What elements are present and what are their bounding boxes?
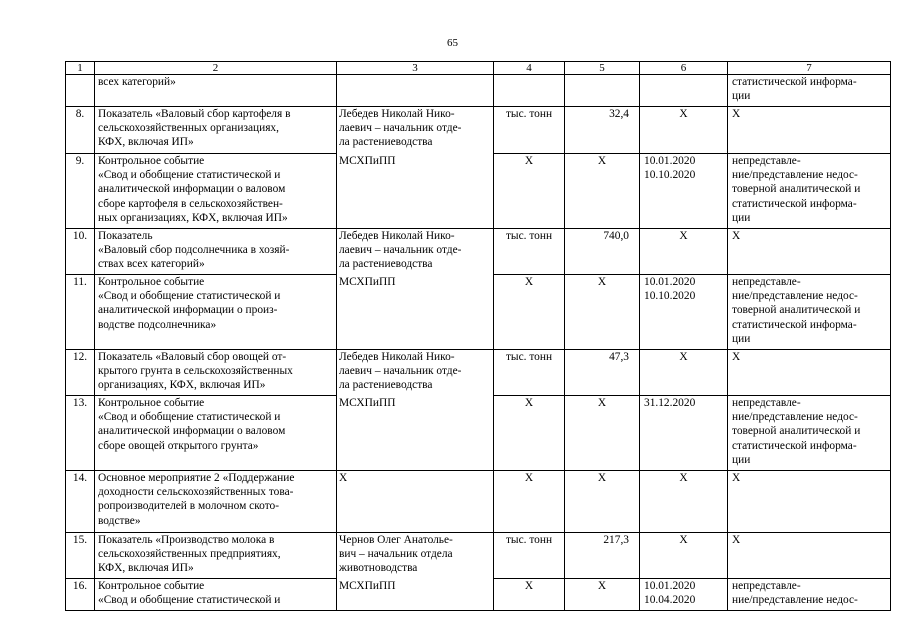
cell-line: статистической информа- [732, 318, 857, 331]
column-header: 4 [494, 62, 565, 75]
cell-line: Показатель «Валовый сбор картофеля в [98, 108, 291, 120]
cell-line: Показатель «Производство молока в [98, 534, 275, 546]
cell-line: Х [732, 534, 741, 546]
description-cell [95, 75, 337, 107]
cell-line: всех категорий» [98, 76, 176, 88]
cell-line: статистической информа- [732, 197, 857, 210]
cell-line: непредставле- [732, 155, 801, 167]
cell-line: КФХ, включая ИП» [98, 136, 194, 149]
responsible-cell [337, 75, 494, 107]
description-cell [95, 579, 337, 611]
cell-line: статистической информа- [732, 76, 857, 88]
cell-line: Х [679, 230, 688, 242]
table-row [66, 471, 891, 533]
cell-line: Контрольное событие [98, 397, 205, 409]
table-row [66, 229, 891, 275]
table-row [66, 579, 891, 611]
column-header: 1 [66, 62, 95, 75]
cell-line: Контрольное событие [98, 276, 205, 288]
cell-line: лаевич – начальник отде- [339, 365, 462, 378]
cell-line: МСХПиПП [339, 396, 396, 409]
cell-line: статистической информа- [732, 439, 857, 452]
unit-cell: Х [494, 275, 565, 350]
cell-line: непредставле- [732, 276, 801, 288]
value-cell: Х [565, 154, 640, 229]
cell-line: ных организациях, КФХ, включая ИП» [98, 211, 288, 224]
date-cell [640, 533, 728, 579]
value-cell: Х [565, 275, 640, 350]
table-row [66, 396, 891, 471]
date-cell [640, 579, 728, 611]
value-cell: 32,4 [565, 107, 640, 154]
description-cell [95, 154, 337, 229]
cell-line: МСХПиПП [339, 154, 396, 167]
date-cell [640, 154, 728, 229]
cell-line: ние/представление недос- [732, 169, 858, 182]
cell-line: сельскохозяйственных организациях, [98, 122, 279, 135]
cell-line: Х [732, 472, 741, 484]
page-number: 65 [447, 37, 458, 49]
value-cell: 217,3 [565, 533, 640, 579]
unit-cell: Х [494, 396, 565, 471]
date-cell [640, 275, 728, 350]
cell-line: ние/представление недос- [732, 594, 858, 607]
cell-line: ции [732, 332, 751, 345]
date-cell [640, 396, 728, 471]
cell-line: аналитической информации о валовом [98, 183, 286, 196]
cell-line: Х [732, 230, 741, 242]
responsible-cell [337, 154, 494, 229]
risk-note-cell [728, 107, 891, 154]
cell-line: «Валовый сбор подсолнечника в хозяй- [98, 244, 290, 257]
cell-line: ние/представление недос- [732, 411, 858, 424]
date-cell [640, 229, 728, 275]
table-row [66, 107, 891, 154]
cell-line: сборе картофеля в сельскохозяйствен- [98, 197, 283, 210]
cell-line: Лебедев Николай Нико- [339, 230, 455, 242]
description-cell [95, 275, 337, 350]
description-cell [95, 350, 337, 396]
unit-cell: тыс. тонн [494, 350, 565, 396]
description-cell [95, 533, 337, 579]
unit-cell: тыс. тонн [494, 107, 565, 154]
cell-line: ствах всех категорий» [98, 258, 205, 271]
table-header-row [66, 62, 891, 75]
cell-line: 10.10.2020 [644, 290, 696, 303]
cell-line: аналитической информации о валовом [98, 425, 286, 438]
description-cell [95, 229, 337, 275]
row-number-cell: 11. [66, 275, 95, 350]
row-number-cell: 13. [66, 396, 95, 471]
unit-cell: Х [494, 579, 565, 611]
cell-line: 31.12.2020 [644, 397, 696, 409]
cell-line: Х [339, 472, 348, 484]
cell-line: доходности сельскохозяйственных това- [98, 486, 294, 499]
risk-note-cell [728, 471, 891, 533]
responsible-cell [337, 275, 494, 350]
row-number-cell: 14. [66, 471, 95, 533]
cell-line: животноводства [339, 562, 418, 575]
value-cell: Х [565, 396, 640, 471]
table-row [66, 533, 891, 579]
cell-line: непредставле- [732, 580, 801, 592]
date-cell [640, 75, 728, 107]
plan-table [65, 61, 891, 611]
risk-note-cell [728, 229, 891, 275]
row-number-cell: 16. [66, 579, 95, 611]
cell-line: аналитической информации о произ- [98, 304, 278, 317]
cell-line: организациях, КФХ, включая ИП» [98, 379, 266, 392]
cell-line: «Свод и обобщение статистической и [98, 594, 281, 607]
value-cell: 740,0 [565, 229, 640, 275]
date-cell [640, 107, 728, 154]
date-cell [640, 471, 728, 533]
cell-line: ции [732, 211, 751, 224]
cell-line: «Свод и обобщение статистической и [98, 411, 281, 424]
cell-line: ции [732, 453, 751, 466]
column-header: 6 [640, 62, 728, 75]
cell-line: ла растениеводства [339, 379, 433, 392]
value-cell [565, 75, 640, 107]
responsible-cell [337, 471, 494, 533]
cell-line: ла растениеводства [339, 136, 433, 149]
cell-line: Х [679, 534, 688, 546]
column-header: 5 [565, 62, 640, 75]
cell-line: МСХПиПП [339, 275, 396, 288]
cell-line: Лебедев Николай Нико- [339, 108, 455, 120]
cell-line: Показатель «Валовый сбор овощей от- [98, 351, 287, 363]
risk-note-cell [728, 579, 891, 611]
cell-line: товерной аналитической и [732, 183, 861, 196]
cell-line: крытого грунта в сельскохозяйственных [98, 365, 293, 378]
cell-line: ние/представление недос- [732, 290, 858, 303]
table-row [66, 350, 891, 396]
row-number-cell: 12. [66, 350, 95, 396]
responsible-cell [337, 533, 494, 579]
value-cell: 47,3 [565, 350, 640, 396]
table-row [66, 75, 891, 107]
cell-line: Х [732, 108, 741, 120]
responsible-cell [337, 579, 494, 611]
responsible-cell [337, 107, 494, 154]
cell-line: водстве» [98, 514, 141, 527]
cell-line: 10.01.2020 [644, 276, 696, 288]
responsible-cell [337, 350, 494, 396]
cell-line: непредставле- [732, 397, 801, 409]
value-cell: Х [565, 579, 640, 611]
cell-line: 10.01.2020 [644, 580, 696, 592]
cell-line: 10.01.2020 [644, 155, 696, 167]
row-number-cell: 15. [66, 533, 95, 579]
cell-line: «Свод и обобщение статистической и [98, 169, 281, 182]
description-cell [95, 471, 337, 533]
cell-line: «Свод и обобщение статистической и [98, 290, 281, 303]
cell-line: Х [732, 351, 741, 363]
risk-note-cell [728, 396, 891, 471]
cell-line: Чернов Олег Анатолье- [339, 534, 453, 546]
column-header: 7 [728, 62, 891, 75]
cell-line: Основное мероприятие 2 «Поддержание [98, 472, 295, 484]
table-row [66, 154, 891, 229]
risk-note-cell [728, 350, 891, 396]
cell-line: товерной аналитической и [732, 304, 861, 317]
responsible-cell [337, 229, 494, 275]
unit-cell [494, 75, 565, 107]
cell-line: товерной аналитической и [732, 425, 861, 438]
cell-line: Контрольное событие [98, 580, 205, 592]
unit-cell: тыс. тонн [494, 533, 565, 579]
cell-line: КФХ, включая ИП» [98, 562, 194, 575]
risk-note-cell [728, 154, 891, 229]
cell-line: сельскохозяйственных предприятиях, [98, 548, 281, 561]
cell-line: Х [679, 472, 688, 484]
responsible-cell [337, 396, 494, 471]
row-number-cell: 9. [66, 154, 95, 229]
cell-line: 10.10.2020 [644, 169, 696, 182]
table-row [66, 275, 891, 350]
cell-line: Х [679, 108, 688, 120]
column-header: 2 [95, 62, 337, 75]
cell-line: вич – начальник отдела [339, 548, 453, 561]
cell-line: 10.04.2020 [644, 594, 696, 607]
cell-line: МСХПиПП [339, 579, 396, 592]
cell-line: Показатель [98, 230, 153, 242]
risk-note-cell [728, 533, 891, 579]
cell-line: сборе овощей открытого грунта» [98, 439, 259, 452]
cell-line: лаевич – начальник отде- [339, 244, 462, 257]
unit-cell: тыс. тонн [494, 229, 565, 275]
row-number-cell: 8. [66, 107, 95, 154]
unit-cell: Х [494, 471, 565, 533]
description-cell [95, 396, 337, 471]
value-cell: Х [565, 471, 640, 533]
cell-line: Лебедев Николай Нико- [339, 351, 455, 363]
cell-line: ции [732, 90, 751, 103]
description-cell [95, 107, 337, 154]
risk-note-cell [728, 75, 891, 107]
column-header: 3 [337, 62, 494, 75]
cell-line: Контрольное событие [98, 155, 205, 167]
row-number-cell [66, 75, 95, 107]
unit-cell: Х [494, 154, 565, 229]
risk-note-cell [728, 275, 891, 350]
cell-line: лаевич – начальник отде- [339, 122, 462, 135]
cell-line: водстве подсолнечника» [98, 318, 217, 331]
cell-line: ла растениеводства [339, 258, 433, 271]
row-number-cell: 10. [66, 229, 95, 275]
cell-line: Х [679, 351, 688, 363]
date-cell [640, 350, 728, 396]
cell-line: ропроизводителей в молочном ското- [98, 500, 280, 513]
